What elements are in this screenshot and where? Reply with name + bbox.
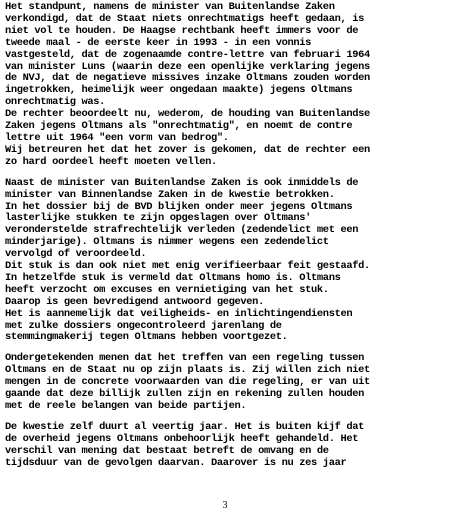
text-line: stemmingmakerij tegen Oltmans hebben voortgezet. (5, 331, 288, 344)
text-line: De kwestie zelf duurt al veertig jaar. Het is buiten kijf dat (5, 420, 365, 433)
text-line: Daarop is geen bevredigend antwoord gegeven. (5, 295, 264, 308)
text-line: minister van Binnenlandse Zaken in de kwestie betrokken. (5, 188, 335, 201)
text-line: ingetrokken, heimelijk weer ongedaan maakte) jegens Oltmans (5, 84, 353, 97)
text-line: niet vol te houden. De Haagse rechtbank heeft immers voor de (5, 24, 359, 37)
text-line: onrechtmatig was. (5, 96, 106, 109)
text-line: heeft verzocht om excuses en vernietiging van het stuk. (5, 283, 329, 296)
text-line: de overheid jegens Oltmans onbehoorlijk heeft gehandeld. Het (5, 432, 359, 445)
text-line: Zaken jegens Oltmans als "onrechtmatig", en noemt de contre (5, 120, 353, 133)
text-line: Ondergetekenden menen dat het treffen van een regeling tussen (5, 352, 365, 365)
text-line: gaande dat deze billijk zullen zijn en rekening zullen houden (5, 388, 365, 401)
text-line: Wij betreuren het dat het zover is gekomen, dat de rechter een (5, 143, 370, 156)
text-line: lasterlijke stukken te zijn opgeslagen over Oltmans' (5, 212, 312, 225)
text-line: Het standpunt, namens de minister van Buitenlandse Zaken (5, 1, 335, 13)
text-line: verkondigd, dat de Staat niets onrechtmatigs heeft gedaan, is (5, 12, 365, 25)
text-line: Dit stuk is dan ook niet met enig verifieerbaar feit gestaafd. (5, 260, 370, 273)
text-line: vastgesteld, dat de zogenaamde contre-lettre van februari 1964 (5, 48, 370, 61)
text-line: met de reele belangen van beide partijen. (5, 400, 247, 412)
text-line: minderjarige). Oltmans is nimmer wegens een zedendelict (5, 236, 329, 249)
text-line: met zulke dossiers ongecontroleerd jarenlang de (5, 319, 282, 332)
text-line: Oltmans en de Staat nu op zijn plaats is. Zij willen zich niet (5, 364, 370, 377)
text-line: lettre uit 1964 "een vorm van bedrog". (5, 131, 229, 144)
text-line: van minister Luns (waarin deze een openlijke verklaring jegens (5, 60, 370, 73)
paragraph (5, 2, 444, 169)
text-line: Naast de minister van Buitenlandse Zaken is ook inmiddels de (5, 176, 359, 189)
text-line: Het is aannemelijk dat veiligheids- en inlichtingendiensten (5, 307, 353, 320)
text-line: tijdsduur van de gevolgen daarvan. Daarover is nu zes jaar (5, 456, 347, 469)
paragraph (5, 178, 444, 345)
text-line: zo hard oordeel heeft moeten vellen. (5, 155, 217, 168)
paragraph (5, 353, 444, 413)
text-line: In hetzelfde stuk is vermeld dat Oltmans homo is. Oltmans (5, 271, 341, 284)
text-line: de NVJ, dat de negatieve missives inzake Oltmans zouden worden (5, 72, 370, 85)
text-line: In het dossier bij de BVD blijken onder meer jegens Oltmans (5, 200, 353, 213)
body-text (5, 2, 444, 470)
paragraph (5, 422, 444, 470)
text-line: tweede maal - de eerste keer in 1993 - in een vonnis (5, 36, 312, 49)
text-line: vervolgd of veroordeeld. (5, 248, 147, 261)
text-line: mengen in de concrete voorwaarden van die regeling, er van uit (5, 376, 370, 389)
text-line: veronderstelde strafrechtelijk verleden (zedendelict met een (5, 224, 359, 237)
text-line: De rechter beoordeelt nu, wederom, de houding van Buitenlandse (5, 108, 370, 121)
text-line: verschil van mening dat bestaat betreft de omvang en de (5, 444, 329, 457)
page-number: 3 (222, 500, 228, 511)
